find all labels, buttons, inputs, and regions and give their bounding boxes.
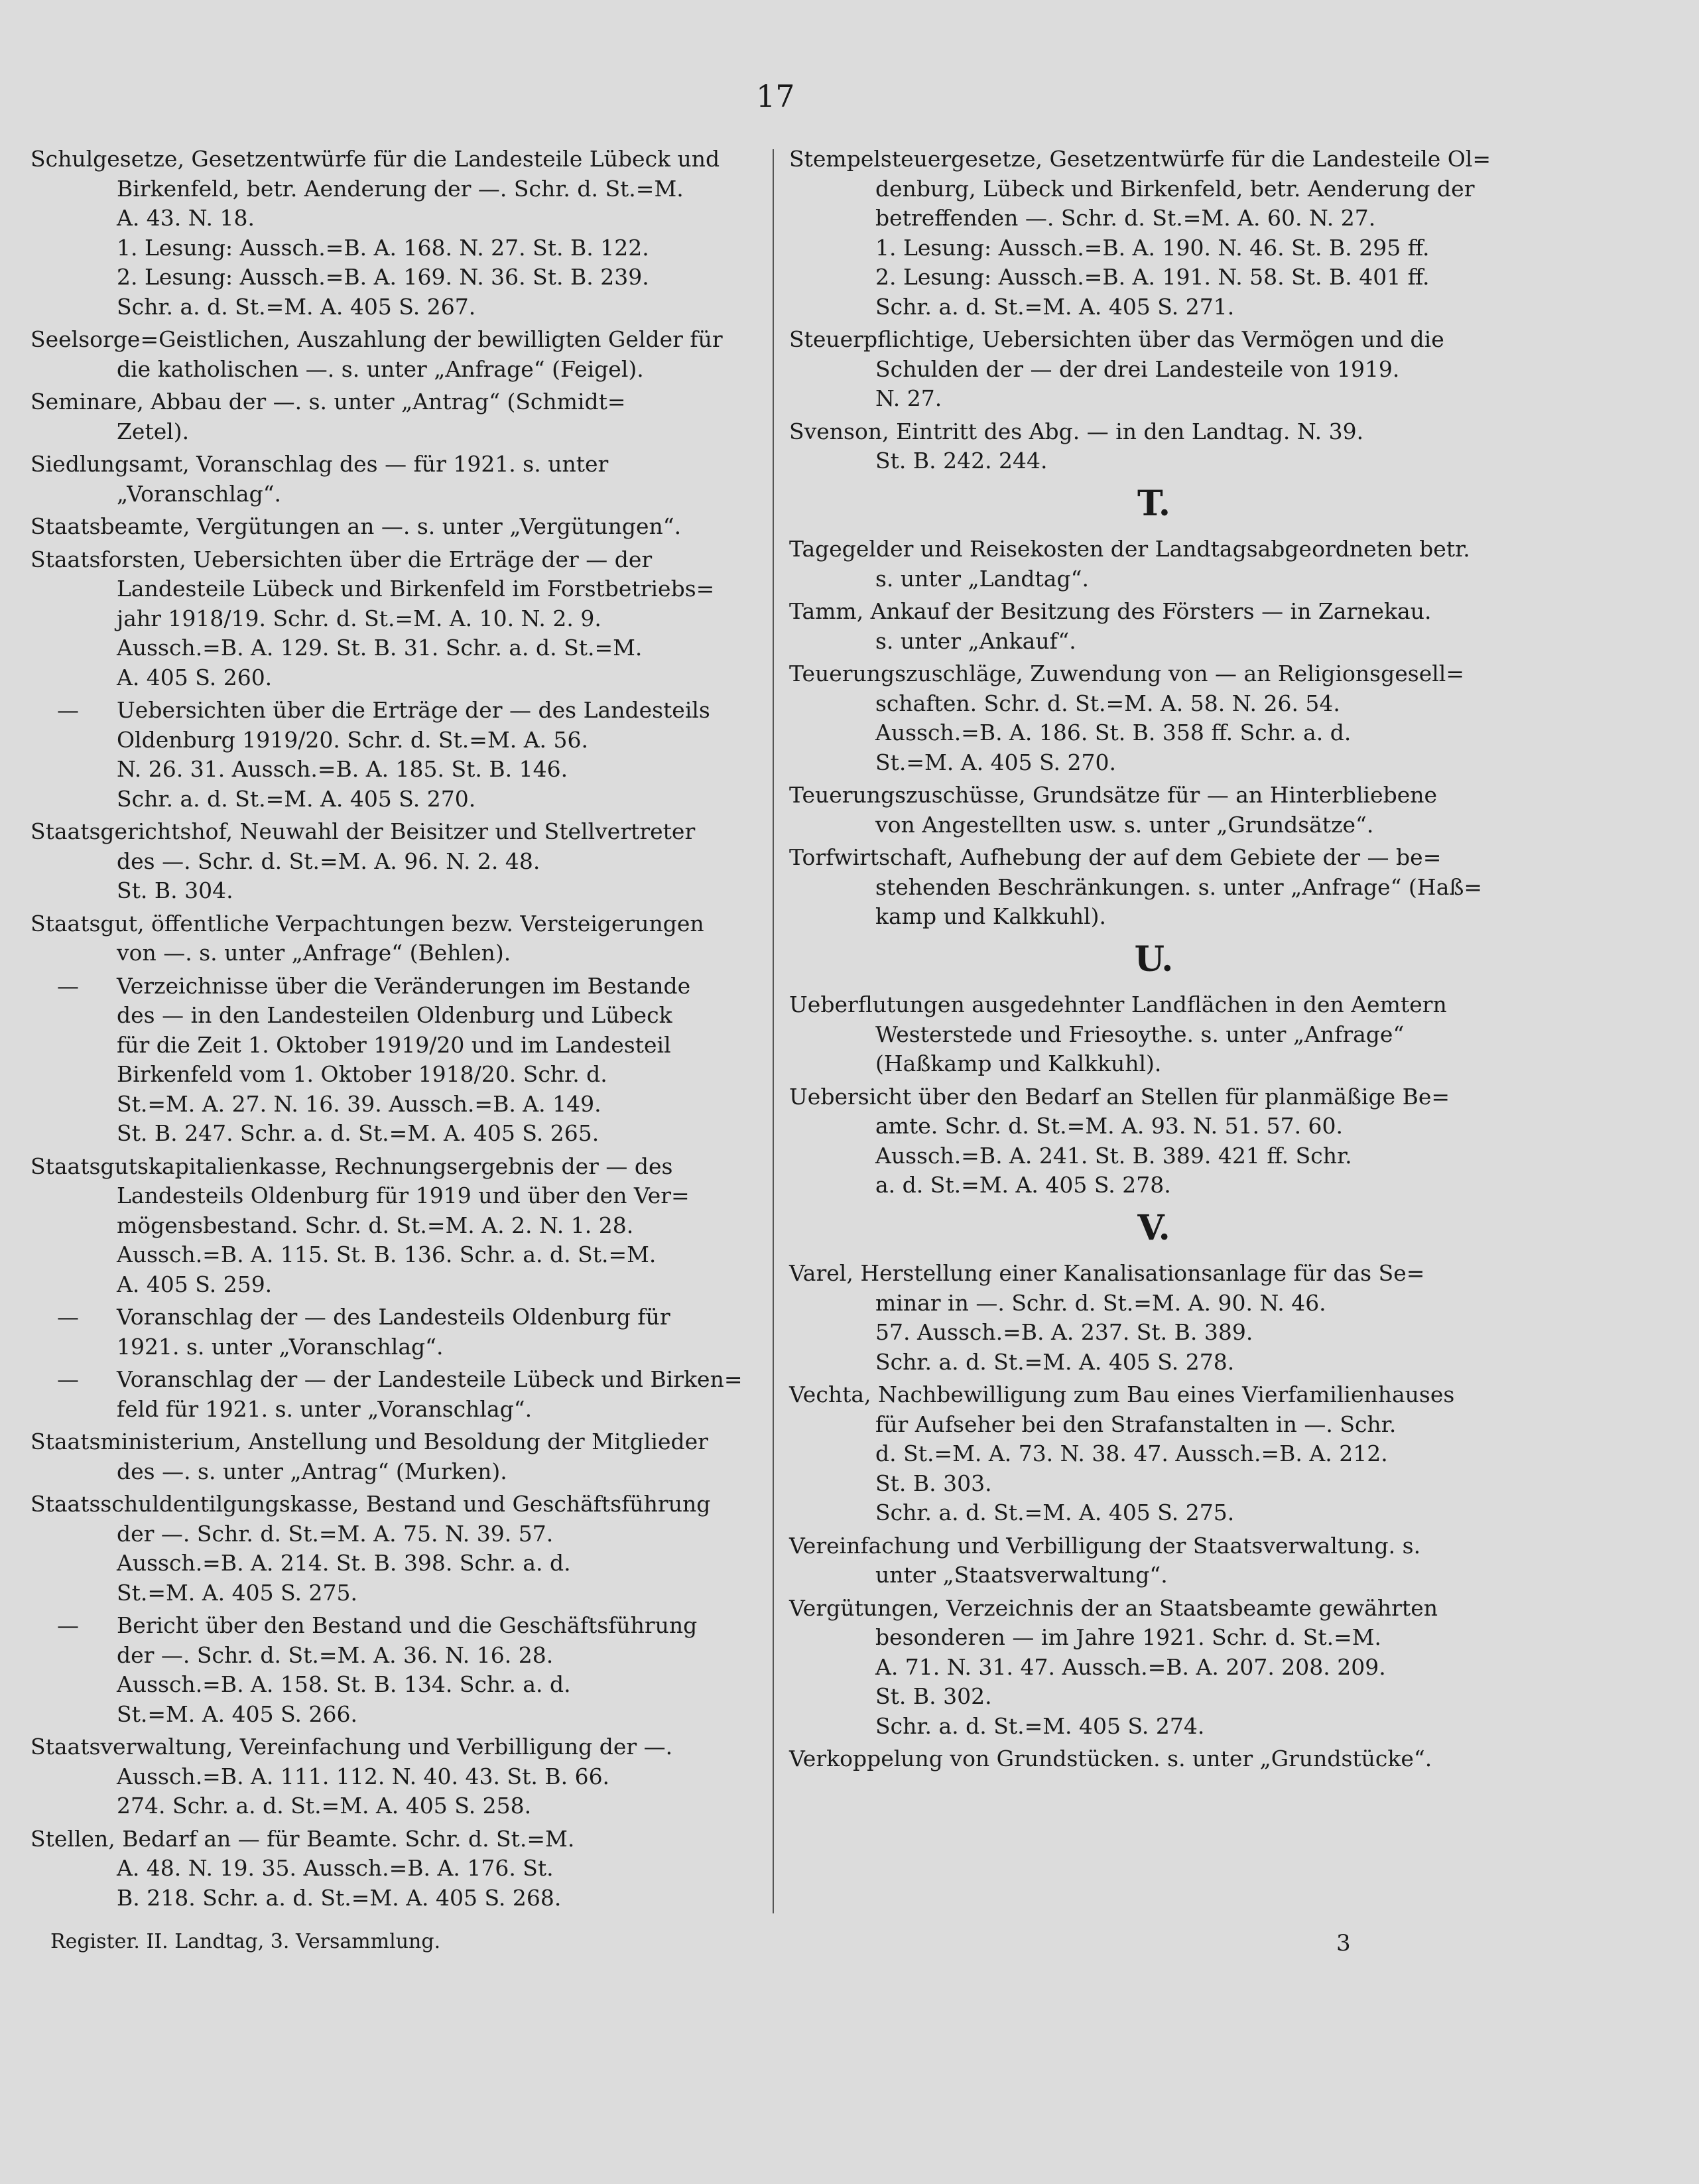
entry-line: besonderen — im Jahre 1921. Schr. d. St.=M. bbox=[875, 1624, 1382, 1650]
entry-line: Vereinfachung und Verbilligung der Staatsverwaltung. s. bbox=[789, 1532, 1421, 1559]
entry-line: St. B. 247. Schr. a. d. St.=M. A. 405 S. 265. bbox=[117, 1120, 599, 1146]
entry-line: Staatsgerichtshof, Neuwahl der Beisitzer und Stellvertreter bbox=[31, 818, 696, 844]
index-entry bbox=[789, 145, 1519, 322]
entry-line: St.=M. A. 405 S. 275. bbox=[117, 1579, 357, 1606]
entry-line: A. 48. N. 19. 35. Aussch.=B. A. 176. St. bbox=[117, 1855, 554, 1881]
entry-line: St. B. 242. 244. bbox=[875, 448, 1048, 474]
index-subentry bbox=[31, 1611, 760, 1729]
entry-line: Schulgesetze, Gesetzentwürfe für die Landesteile Lübeck und bbox=[31, 146, 720, 172]
entry-line: Birkenfeld vom 1. Oktober 1918/20. Schr. d. bbox=[117, 1061, 607, 1087]
entry-line: Aussch.=B. A. 158. St. B. 134. Schr. a. d. bbox=[117, 1671, 571, 1697]
entry-line: Staatsgutskapitalienkasse, Rechnungsergebnis der — des bbox=[31, 1153, 673, 1179]
entry-line: Bericht über den Bestand und die Geschäftsführung bbox=[117, 1612, 698, 1638]
index-entry bbox=[789, 1259, 1519, 1377]
entry-line: A. 405 S. 260. bbox=[117, 664, 273, 690]
entry-line: Schr. a. d. St.=M. 405 S. 274. bbox=[875, 1712, 1205, 1739]
entry-line: St. B. 304. bbox=[117, 877, 233, 903]
entry-line: Steuerpflichtige, Uebersichten über das Vermögen und die bbox=[789, 326, 1444, 352]
entry-line: Aussch.=B. A. 186. St. B. 358 ff. Schr. a. d. bbox=[875, 720, 1352, 745]
entry-line: schaften. Schr. d. St.=M. A. 58. N. 26. 54. bbox=[875, 690, 1340, 716]
entry-line: Staatsministerium, Anstellung und Besoldung der Mitglieder bbox=[31, 1429, 708, 1454]
entry-line: Staatsforsten, Uebersichten über die Erträge der — der bbox=[31, 546, 653, 572]
index-entry bbox=[31, 817, 760, 906]
entry-line: Zetel). bbox=[117, 418, 190, 444]
index-column-left bbox=[31, 145, 760, 1916]
entry-line: A. 43. N. 18. bbox=[117, 205, 255, 231]
entry-line: B. 218. Schr. a. d. St.=M. A. 405 S. 268. bbox=[117, 1884, 562, 1911]
index-subentry bbox=[31, 1303, 760, 1362]
entry-line: (Haßkamp und Kalkkuhl). bbox=[875, 1051, 1162, 1076]
index-entry bbox=[789, 990, 1519, 1079]
entry-line: denburg, Lübeck und Birkenfeld, betr. Aenderung der bbox=[875, 175, 1475, 202]
index-entry bbox=[31, 1427, 760, 1486]
entry-line: Landesteile Lübeck und Birkenfeld im Forstbetriebs= bbox=[117, 576, 715, 602]
entry-line: amte. Schr. d. St.=M. A. 93. N. 51. 57. 60. bbox=[875, 1113, 1344, 1139]
entry-line: St.=M. A. 405 S. 270. bbox=[875, 749, 1116, 775]
entry-line: Aussch.=B. A. 111. 112. N. 40. 43. St. B. 66. bbox=[117, 1763, 610, 1789]
entry-line: Voranschlag der — des Landesteils Oldenburg für bbox=[117, 1304, 670, 1330]
index-subentry bbox=[31, 1365, 760, 1424]
entry-line: kamp und Kalkkuhl). bbox=[875, 903, 1106, 929]
entry-line: Verzeichnisse über die Veränderungen im Bestande bbox=[117, 972, 691, 999]
index-entry bbox=[789, 417, 1519, 476]
index-entry bbox=[31, 512, 760, 542]
entry-line: Uebersichten über die Erträge der — des Landesteils bbox=[117, 697, 710, 723]
entry-line: Vergütungen, Verzeichnis der an Staatsbeamte gewährten bbox=[789, 1594, 1438, 1621]
entry-line: Schr. a. d. St.=M. A. 405 S. 270. bbox=[117, 785, 476, 812]
entry-line: für die Zeit 1. Oktober 1919/20 und im Landesteil bbox=[117, 1031, 671, 1058]
entry-line: Aussch.=B. A. 129. St. B. 31. Schr. a. d. St.=M. bbox=[117, 635, 643, 661]
index-entry bbox=[789, 843, 1519, 932]
entry-line: Aussch.=B. A. 214. St. B. 398. Schr. a. d. bbox=[117, 1550, 571, 1576]
index-entry bbox=[31, 1152, 760, 1300]
subentry-dash: — bbox=[57, 1612, 79, 1638]
entry-line: Teuerungszuschläge, Zuwendung von — an Religionsgesell= bbox=[789, 661, 1464, 686]
section-letter: U. bbox=[1134, 938, 1174, 980]
entry-line: s. unter „Landtag“. bbox=[875, 565, 1089, 592]
entry-line: Staatsverwaltung, Vereinfachung und Verbilligung der —. bbox=[31, 1734, 673, 1760]
index-entry bbox=[789, 535, 1519, 594]
index-entry bbox=[789, 781, 1519, 840]
index-subentry bbox=[31, 972, 760, 1149]
index-entry bbox=[789, 659, 1519, 777]
entry-line: St. B. 303. bbox=[875, 1470, 992, 1496]
entry-line: Tagegelder und Reisekosten der Landtagsabgeordneten betr. bbox=[789, 536, 1470, 562]
index-entry bbox=[31, 450, 760, 509]
entry-line: St.=M. A. 27. N. 16. 39. Aussch.=B. A. 149. bbox=[117, 1090, 601, 1117]
index-entry bbox=[789, 1380, 1519, 1528]
section-letter: T. bbox=[1137, 483, 1171, 524]
entry-line: Siedlungsamt, Voranschlag des — für 1921. s. unter bbox=[31, 451, 609, 477]
entry-line: 1. Lesung: Aussch.=B. A. 190. N. 46. St. B. 295 ff. bbox=[875, 234, 1430, 261]
index-entry bbox=[31, 1732, 760, 1821]
entry-line: minar in —. Schr. d. St.=M. A. 90. N. 46. bbox=[875, 1289, 1326, 1316]
entry-line: N. 26. 31. Aussch.=B. A. 185. St. B. 146. bbox=[117, 756, 568, 782]
subentry-dash: — bbox=[57, 697, 79, 723]
index-entry bbox=[31, 1825, 760, 1913]
index-entry bbox=[31, 145, 760, 322]
entry-line: 2. Lesung: Aussch.=B. A. 169. N. 36. St. B. 239. bbox=[117, 264, 649, 290]
entry-line: mögensbestand. Schr. d. St.=M. A. 2. N. 1. 28. bbox=[117, 1212, 634, 1238]
footer-register-label: Register. II. Landtag, 3. Versammlung. bbox=[50, 1930, 441, 1953]
entry-line: Varel, Herstellung einer Kanalisationsanlage für das Se= bbox=[789, 1260, 1425, 1286]
entry-line: der —. Schr. d. St.=M. A. 75. N. 39. 57. bbox=[117, 1520, 554, 1547]
entry-line: 57. Aussch.=B. A. 237. St. B. 389. bbox=[875, 1319, 1253, 1345]
entry-line: 1921. s. unter „Voranschlag“. bbox=[117, 1333, 444, 1360]
entry-line: Vechta, Nachbewilligung zum Bau eines Vierfamilienhauses bbox=[789, 1381, 1455, 1407]
entry-line: des —. s. unter „Antrag“ (Murken). bbox=[117, 1458, 507, 1484]
index-entry bbox=[31, 325, 760, 384]
entry-line: Svenson, Eintritt des Abg. — in den Landtag. N. 39. bbox=[789, 418, 1364, 444]
entry-line: Staatsbeamte, Vergütungen an —. s. unter „Vergütungen“. bbox=[31, 513, 682, 539]
index-entry bbox=[31, 909, 760, 968]
entry-line: St.=M. A. 405 S. 266. bbox=[117, 1701, 357, 1727]
entry-line: Uebersicht über den Bedarf an Stellen für planmäßige Be= bbox=[789, 1083, 1450, 1110]
entry-line: Seminare, Abbau der —. s. unter „Antrag“ (Schmidt= bbox=[31, 389, 626, 415]
subentry-dash: — bbox=[57, 1366, 79, 1392]
entry-line: von Angestellten usw. s. unter „Grundsätze“. bbox=[875, 811, 1374, 838]
entry-line: Aussch.=B. A. 241. St. B. 389. 421 ff. Schr. bbox=[875, 1142, 1352, 1169]
entry-line: Stempelsteuergesetze, Gesetzentwürfe für die Landesteile Ol= bbox=[789, 146, 1491, 172]
section-letter: V. bbox=[1137, 1207, 1170, 1248]
index-column-right bbox=[789, 145, 1519, 1777]
entry-line: s. unter „Ankauf“. bbox=[875, 627, 1076, 654]
entry-line: stehenden Beschränkungen. s. unter „Anfrage“ (Haß= bbox=[875, 873, 1483, 900]
entry-line: Teuerungszuschüsse, Grundsätze für — an Hinterbliebene bbox=[789, 782, 1438, 808]
entry-line: des — in den Landesteilen Oldenburg und Lübeck bbox=[117, 1002, 672, 1028]
entry-line: betreffenden —. Schr. d. St.=M. A. 60. N. 27. bbox=[875, 205, 1376, 231]
entry-line: Staatsgut, öffentliche Verpachtungen bezw. Versteigerungen bbox=[31, 910, 704, 936]
index-entry bbox=[789, 1594, 1519, 1742]
entry-line: jahr 1918/19. Schr. d. St.=M. A. 10. N. 2. 9. bbox=[117, 605, 601, 631]
entry-line: Verkoppelung von Grundstücken. s. unter „Grundstücke“. bbox=[789, 1746, 1432, 1771]
entry-line: Staatsschuldentilgungskasse, Bestand und Geschäftsführung bbox=[31, 1491, 711, 1517]
entry-line: „Voranschlag“. bbox=[117, 480, 282, 507]
index-entry bbox=[789, 325, 1519, 414]
index-entry bbox=[31, 1490, 760, 1608]
entry-line: Oldenburg 1919/20. Schr. d. St.=M. A. 56. bbox=[117, 726, 588, 753]
entry-line: für Aufseher bei den Strafanstalten in —. Schr. bbox=[875, 1411, 1397, 1437]
entry-line: a. d. St.=M. A. 405 S. 278. bbox=[875, 1172, 1171, 1198]
entry-line: Schr. a. d. St.=M. A. 405 S. 271. bbox=[875, 293, 1235, 320]
entry-line: Voranschlag der — der Landesteile Lübeck und Birken= bbox=[117, 1366, 743, 1392]
entry-line: unter „Staatsverwaltung“. bbox=[875, 1562, 1168, 1588]
entry-line: Landesteils Oldenburg für 1919 und über den Ver= bbox=[117, 1183, 690, 1208]
index-entry bbox=[31, 387, 760, 446]
entry-line: von —. s. unter „Anfrage“ (Behlen). bbox=[117, 940, 511, 966]
entry-line: d. St.=M. A. 73. N. 38. 47. Aussch.=B. A. 212. bbox=[875, 1441, 1388, 1466]
entry-line: feld für 1921. s. unter „Voranschlag“. bbox=[117, 1395, 533, 1422]
index-subentry bbox=[31, 696, 760, 814]
entry-line: A. 405 S. 259. bbox=[117, 1271, 273, 1297]
entry-line: Aussch.=B. A. 115. St. B. 136. Schr. a. d. St.=M. bbox=[117, 1242, 657, 1267]
entry-line: 1. Lesung: Aussch.=B. A. 168. N. 27. St. B. 122. bbox=[117, 234, 649, 261]
column-divider bbox=[773, 149, 774, 1913]
entry-line: Schulden der — der drei Landesteile von 1919. bbox=[875, 355, 1400, 382]
footer-signature-number: 3 bbox=[1336, 1930, 1351, 1957]
index-entry bbox=[789, 597, 1519, 656]
entry-line: Schr. a. d. St.=M. A. 405 S. 278. bbox=[875, 1348, 1235, 1375]
entry-line: Seelsorge=Geistlichen, Auszahlung der bewilligten Gelder für bbox=[31, 326, 723, 352]
page-number: 17 bbox=[756, 78, 795, 114]
subentry-dash: — bbox=[57, 1304, 79, 1330]
entry-line: die katholischen —. s. unter „Anfrage“ (Feigel). bbox=[117, 355, 644, 382]
entry-line: Schr. a. d. St.=M. A. 405 S. 267. bbox=[117, 293, 476, 320]
entry-line: Torfwirtschaft, Aufhebung der auf dem Gebiete der — be= bbox=[789, 844, 1442, 870]
entry-line: St. B. 302. bbox=[875, 1683, 992, 1709]
entry-line: N. 27. bbox=[875, 385, 942, 411]
entry-line: Schr. a. d. St.=M. A. 405 S. 275. bbox=[875, 1500, 1235, 1525]
entry-line: 2. Lesung: Aussch.=B. A. 191. N. 58. St. B. 401 ff. bbox=[875, 264, 1430, 290]
index-entry bbox=[789, 1082, 1519, 1200]
index-entry bbox=[789, 1531, 1519, 1590]
index-entry bbox=[789, 1744, 1519, 1774]
entry-line: der —. Schr. d. St.=M. A. 36. N. 16. 28. bbox=[117, 1641, 554, 1668]
entry-line: 274. Schr. a. d. St.=M. A. 405 S. 258. bbox=[117, 1793, 532, 1819]
entry-line: Ueberflutungen ausgedehnter Landflächen in den Aemtern bbox=[789, 992, 1447, 1017]
entry-line: A. 71. N. 31. 47. Aussch.=B. A. 207. 208. 209. bbox=[875, 1653, 1386, 1680]
subentry-dash: — bbox=[57, 972, 79, 999]
entry-line: des —. Schr. d. St.=M. A. 96. N. 2. 48. bbox=[117, 848, 540, 874]
index-entry bbox=[31, 545, 760, 693]
entry-line: Stellen, Bedarf an — für Beamte. Schr. d. St.=M. bbox=[31, 1825, 575, 1852]
entry-line: Tamm, Ankauf der Besitzung des Försters — in Zarnekau. bbox=[789, 598, 1432, 624]
entry-line: Birkenfeld, betr. Aenderung der —. Schr. d. St.=M. bbox=[117, 175, 684, 202]
entry-line: Westerstede und Friesoythe. s. unter „Anfrage“ bbox=[875, 1021, 1405, 1047]
